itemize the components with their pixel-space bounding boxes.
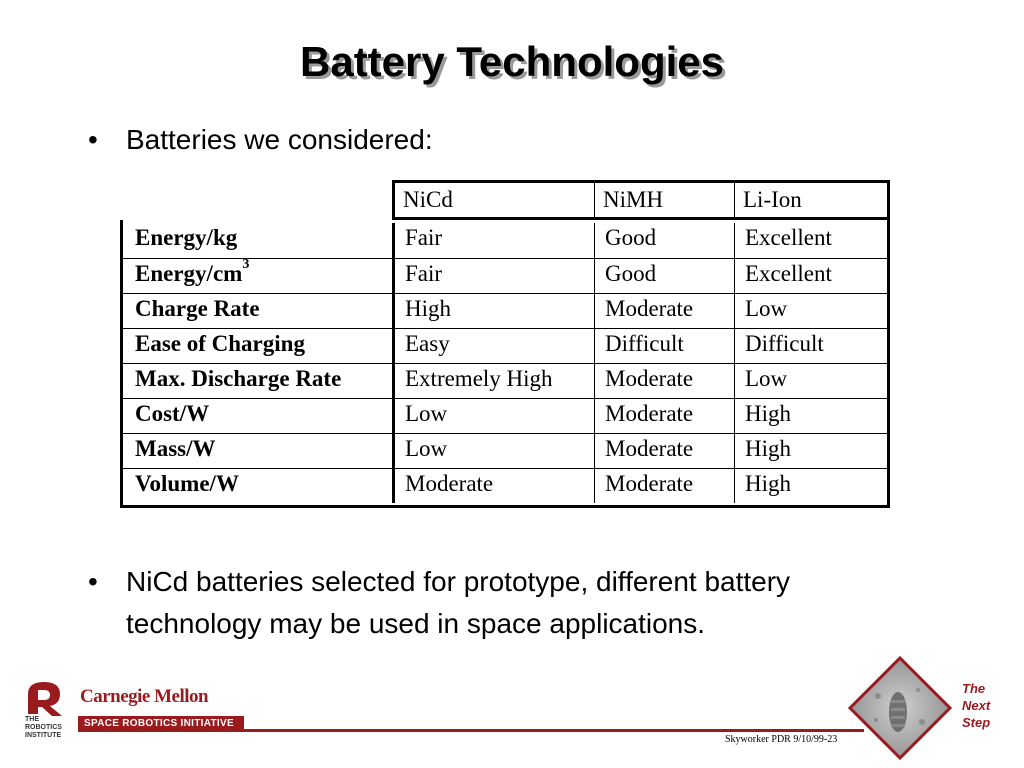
column-header: Li-Ion xyxy=(743,187,802,212)
tagline: The Next Step xyxy=(962,681,991,730)
footer-note: Skyworker PDR 9/10/99-23 xyxy=(725,734,838,745)
bullet-marker: • xyxy=(88,566,98,597)
robotics-institute-label: THE ROBOTICS INSTITUTE xyxy=(25,716,62,739)
row-label: Ease of Charging xyxy=(123,329,395,363)
table-row xyxy=(123,433,887,468)
footer-divider xyxy=(244,729,864,732)
bullet-text: Batteries we considered: xyxy=(126,124,433,155)
table-cell: Extremely High xyxy=(395,364,595,398)
table-cell: Moderate xyxy=(595,294,735,328)
row-label: Volume/W xyxy=(123,469,395,503)
bullet-item xyxy=(88,562,968,648)
footprint-diamond-icon xyxy=(848,656,952,760)
table-cell: Low xyxy=(745,296,788,321)
table-cell: Moderate xyxy=(395,469,595,503)
table-cell: High xyxy=(395,294,595,328)
table-cell: Low xyxy=(395,434,595,468)
table-row xyxy=(123,258,887,293)
table-cell: Difficult xyxy=(745,331,824,356)
row-label: Mass/W xyxy=(123,434,395,468)
table-body xyxy=(120,220,890,508)
table-cell: High xyxy=(745,401,791,426)
table-row xyxy=(123,220,887,258)
table-cell: Fair xyxy=(395,259,595,293)
table-cell: Excellent xyxy=(745,261,832,286)
table-cell: Moderate xyxy=(595,364,735,398)
table-cell: Low xyxy=(745,366,788,391)
row-label: Cost/W xyxy=(123,399,395,433)
carnegie-mellon-logo: Carnegie Mellon xyxy=(80,686,209,707)
column-header: NiMH xyxy=(595,183,735,217)
table-cell: Moderate xyxy=(595,399,735,433)
table-cell: Good xyxy=(595,259,735,293)
table-cell: Easy xyxy=(395,329,595,363)
table-row xyxy=(123,398,887,433)
table-row xyxy=(123,293,887,328)
bullet-marker: • xyxy=(88,124,98,155)
table-cell: Low xyxy=(395,399,595,433)
table-cell: High xyxy=(745,471,791,496)
table-row xyxy=(123,468,887,503)
row-label: Max. Discharge Rate xyxy=(123,364,395,398)
initiative-banner: SPACE ROBOTICS INITIATIVE xyxy=(78,716,244,732)
row-label: Charge Rate xyxy=(123,294,395,328)
bullet-text: NiCd batteries selected for prototype, different battery xyxy=(126,566,791,597)
row-label: Energy/$cm^3$ xyxy=(123,259,395,293)
bullet-text-continued: technology may be used in space applications. xyxy=(126,608,706,639)
table-cell: Moderate xyxy=(595,434,735,468)
table-cell: Good xyxy=(595,223,735,258)
slide-title: Battery Technologies xyxy=(300,38,724,85)
table-cell: High xyxy=(745,436,791,461)
table-cell: Moderate xyxy=(595,469,735,503)
superscript: 3 xyxy=(242,257,250,272)
table-header xyxy=(392,180,890,220)
table-cell: Difficult xyxy=(595,329,735,363)
table-cell: Fair xyxy=(395,223,595,258)
row-label: Energy/kg xyxy=(123,223,395,258)
table-row xyxy=(123,363,887,398)
table-row xyxy=(123,328,887,363)
table-cell: Excellent xyxy=(745,225,832,250)
bullet-item xyxy=(88,120,688,160)
column-header: NiCd xyxy=(395,183,595,217)
